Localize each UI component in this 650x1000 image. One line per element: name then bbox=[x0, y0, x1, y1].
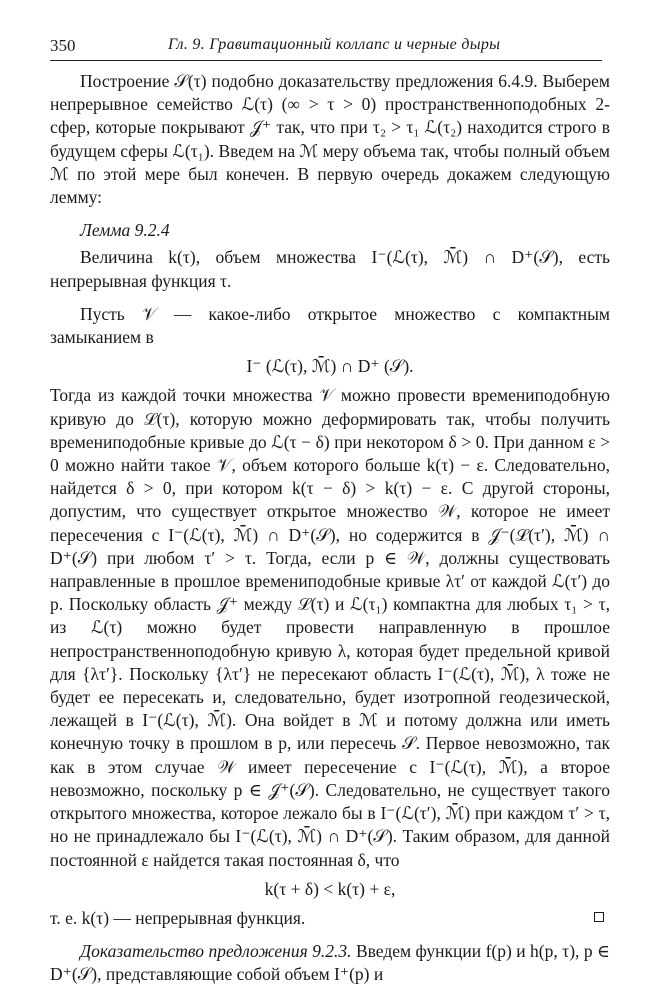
proof-heading: Доказательство предложения 9.2.3. bbox=[80, 941, 352, 962]
page-header bbox=[50, 34, 602, 61]
paragraph-proof-start: Пусть 𝒱 — какое-либо открытое множество с компактным замыканием в bbox=[50, 303, 610, 348]
paragraph-conclusion bbox=[50, 907, 610, 930]
paragraph-intro: Построение 𝒮(τ) подобно доказательству предложения 6.4.9. Выберем непрерывное семейство ℒ(τ) (∞ > τ > 0) пространственноподобных 2-сфер, которые покрывают 𝒥⁺ так, что при τ₂ > τ₁ ℒ(τ₂) находится строго в будущем сферы ℒ(τ₁). Введем на ℳ меру объема так, чтобы полный объем ℳ по этой мере был конечен. В первую очередь докажем следующую лемму: bbox=[50, 71, 610, 208]
lemma-statement: Величина k(τ), объем множества I⁻(ℒ(τ), ℳ̄) ∩ D⁺(𝒮), есть непрерывная функция τ. bbox=[50, 247, 610, 291]
page-number: 350 bbox=[50, 36, 76, 55]
formula-inequality: k(τ + δ) < k(τ) + ε, bbox=[264, 878, 396, 899]
proof-text: Введем функции f(p) и h(p, τ), p ∈ D⁺(𝒮), представляющие собой объем I⁺(p) и bbox=[50, 941, 610, 985]
formula-set: I⁻ (ℒ(τ), ℳ̄) ∩ D⁺ (𝒮). bbox=[246, 356, 414, 377]
text-body bbox=[50, 70, 610, 987]
running-head: Гл. 9. Гравитационный коллапс и черные дыры bbox=[168, 36, 501, 53]
paragraph-proof-proposition bbox=[50, 940, 610, 986]
paragraph-proof: Тогда из каждой точки множества 𝒱 можно провести времениподобную кривую до ℒ(τ), которую можно деформировать так, чтобы получить времениподобные кривые до ℒ(τ − δ) при некотором δ > 0. При данном ε > 0 можно найти такое 𝒱, объем которого больше k(τ) − ε. Следовательно, найдется δ > 0, при котором k(τ − δ) > k(τ) − ε. С другой стороны, допустим, что существует открытое множество 𝒲, которое не имеет пересечения с I⁻(ℒ(τ), ℳ̄) ∩ D⁺(𝒮), но содержится в 𝒥⁻(ℒ(τ′), ℳ̄) ∩ D⁺(𝒮) при любом τ′ > τ. Тогда, если p ∈ 𝒲, должны существовать направленные в прошлое времениподобные кривые λτ′ от каждой ℒ(τ′) до p. Поскольку область 𝒥⁺ между ℒ(τ) и ℒ(τ₁) компактна для любых τ₁ > τ, из ℒ(τ) можно будет провести направленную в прошлое непространственноподобную кривую λ, которая будет предельной кривой для {λτ′}. Поскольку {λτ′} не пересекают область I⁻(ℒ(τ), ℳ̄), λ тоже не будет ее пересекать и, следовательно, будет изотропной геодезической, лежащей в I⁻(ℒ(τ), ℳ̄). Она войдет в ℳ и потому должна или иметь конечную точку в прошлом в p, или пересечь 𝒮. Первое невозможно, так как в этом случае 𝒲 имеет пересечение с I⁻(ℒ(τ), ℳ̄), а второе невозможно, поскольку p ∈ 𝒥⁺(𝒮). Следовательно, не существует такого открытого множества, которое лежало бы в I⁻(ℒ(τ′), ℳ̄) при каждом τ′ > τ, но не принадлежало бы I⁻(ℒ(τ), ℳ̄) ∩ D⁺(𝒮). Таким образом, для данной постоянной ε найдется такая постоянная δ, что bbox=[50, 385, 610, 870]
conclusion-text: т. е. k(τ) — непрерывная функция. bbox=[50, 907, 306, 928]
qed-square-icon bbox=[594, 912, 604, 922]
lemma-title: Лемма 9.2.4 bbox=[80, 220, 170, 241]
